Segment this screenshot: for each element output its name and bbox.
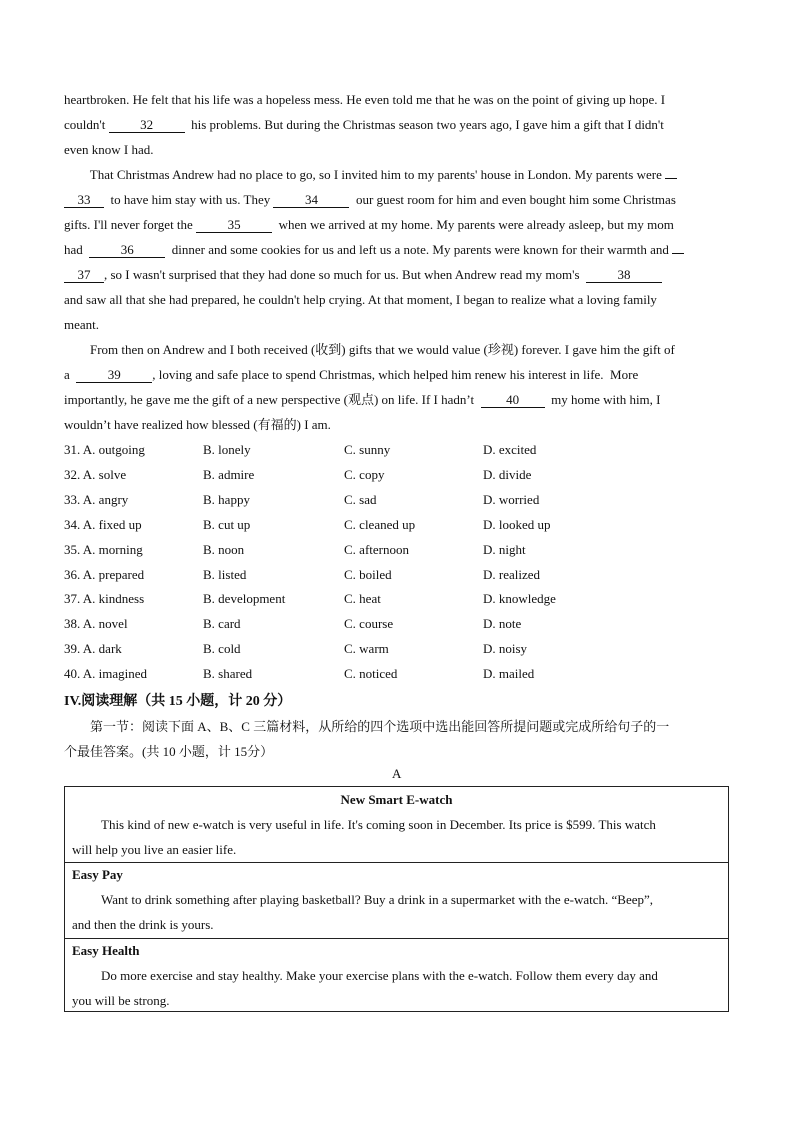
- passage-line: [64, 342, 675, 358]
- passage-line: [64, 217, 674, 233]
- passage-line: [64, 367, 638, 383]
- option-38-C: C. course: [344, 616, 394, 632]
- option-32-B: B. admire: [203, 466, 255, 482]
- passage-text: That Christmas Andrew had no place to go, so I invited him to my parents' house in London. My parents were: [64, 167, 666, 182]
- option-40-B: B. shared: [203, 666, 253, 682]
- passage-text: even know I had.: [64, 142, 154, 157]
- passage-text: my home with him, I: [544, 392, 661, 407]
- passage-line: [64, 117, 664, 133]
- option-32-D: D. divide: [483, 466, 532, 482]
- option-33-B: B. happy: [203, 491, 250, 507]
- blank-36: 36: [89, 243, 165, 258]
- easy-pay-row: [65, 862, 728, 938]
- easy-pay-line-1: Want to drink something after playing basketball? Buy a drink in a supermarket with the e-watch. “Beep”,: [101, 892, 654, 907]
- passage-text: to have him stay with us. They: [104, 192, 274, 207]
- option-34-A: 34. A. fixed up: [64, 516, 142, 532]
- passage-text: gifts. I'll never forget the: [64, 217, 197, 232]
- passage-text: when we arrived at my home. My parents were already asleep, but my mom: [272, 217, 674, 232]
- passage-text: his problems. But during the Christmas season two years ago, I gave him a gift that I didn't: [184, 117, 664, 132]
- option-31-C: C. sunny: [344, 442, 391, 457]
- passage-text: couldn't: [64, 117, 109, 132]
- option-35-B: B. noon: [203, 541, 245, 557]
- option-38-D: D. note: [483, 616, 522, 632]
- option-38-A: 38. A. novel: [64, 616, 128, 632]
- option-39-D: D. noisy: [483, 641, 528, 657]
- blank-continuation: [672, 253, 684, 254]
- option-31-D: D. excited: [483, 442, 537, 457]
- option-33-C: C. sad: [344, 491, 377, 507]
- option-36-D: D. realized: [483, 566, 541, 582]
- passage-line: [64, 142, 154, 158]
- instruction-line-2: 个最佳答案。(共 10 小题，计 15分）: [64, 744, 274, 759]
- blank-35: 35: [196, 218, 272, 233]
- blank-39: 39: [76, 368, 152, 383]
- option-37-D: D. knowledge: [483, 591, 556, 607]
- passage-line: [64, 242, 684, 258]
- passage-line: [64, 167, 677, 183]
- passage-line: [64, 267, 662, 283]
- passage-text: and saw all that she had prepared, he couldn't help crying. At that moment, I began to realize what a loving family: [64, 292, 657, 307]
- passage-line: [64, 92, 665, 108]
- intro-line-1: This kind of new e-watch is very useful in life. It's coming soon in December. Its price is $599. This watch: [101, 817, 656, 832]
- passage-text: , loving and safe place to spend Christmas, which helped him renew his interest in life. More: [152, 367, 639, 382]
- passage-text: From then on Andrew and I both received (收到) gifts that we would value (珍视) forever. I gave him the gift of: [64, 342, 675, 357]
- instruction-line-1: 第一节：阅读下面 A、B、C 三篇材料，从所给的四个选项中选出能回答所提问题或完成所给句子的一: [90, 719, 670, 734]
- easy-health-line-2: you will be strong.: [72, 993, 170, 1008]
- option-38-B: B. card: [203, 616, 241, 632]
- passage-line: [64, 292, 657, 308]
- option-39-C: C. warm: [344, 641, 389, 657]
- option-33-D: D. worried: [483, 491, 540, 507]
- blank-32: 32: [109, 118, 185, 133]
- option-34-D: D. looked up: [483, 516, 551, 532]
- easy-pay-line-2: and then the drink is yours.: [72, 917, 214, 932]
- passage-text: importantly, he gave me the gift of a new perspective (观点) on life. If I hadn’t: [64, 392, 481, 407]
- passage-text: dinner and some cookies for us and left us a note. My parents were known for their warmth and: [165, 242, 673, 257]
- blank-33: 33: [64, 193, 104, 208]
- option-34-C: C. cleaned up: [344, 516, 416, 532]
- option-35-A: 35. A. morning: [64, 541, 143, 557]
- intro-line-2: will help you live an easier life.: [72, 842, 237, 857]
- option-40-C: C. noticed: [344, 666, 398, 682]
- option-37-C: C. heat: [344, 591, 381, 607]
- option-36-A: 36. A. prepared: [64, 566, 145, 582]
- passage-text: heartbroken. He felt that his life was a hopeless mess. He even told me that he was on the point of giving up hope. I: [64, 92, 666, 107]
- option-37-A: 37. A. kindness: [64, 591, 145, 607]
- option-40-D: D. mailed: [483, 666, 535, 682]
- option-36-C: C. boiled: [344, 566, 392, 582]
- passage-text: had: [64, 242, 90, 257]
- blank-continuation: [665, 178, 677, 179]
- passage-line: [64, 417, 331, 433]
- option-36-B: B. listed: [203, 566, 247, 582]
- blank-40: 40: [481, 393, 545, 408]
- passage-text: wouldn’t have realized how blessed (有福的) I am.: [64, 417, 331, 432]
- easy-pay-heading: Easy Pay: [72, 867, 123, 882]
- option-39-A: 39. A. dark: [64, 641, 122, 657]
- passage-text: a: [64, 367, 77, 382]
- passage-text: our guest room for him and even bought him some Christmas: [349, 192, 676, 207]
- option-39-B: B. cold: [203, 641, 241, 657]
- passage-line: [64, 392, 661, 408]
- blank-37: 37: [64, 268, 104, 283]
- option-33-A: 33. A. angry: [64, 491, 129, 507]
- section-heading: IV.阅读理解（共 15 小题，计 20 分）: [64, 694, 292, 709]
- blank-34: 34: [273, 193, 349, 208]
- blank-38: 38: [586, 268, 662, 283]
- option-35-C: C. afternoon: [344, 541, 409, 557]
- passage-label: A: [392, 766, 402, 781]
- option-32-A: 32. A. solve: [64, 466, 127, 482]
- table-title: New Smart E-watch: [340, 792, 453, 807]
- easy-health-line-1: Do more exercise and stay healthy. Make your exercise plans with the e-watch. Follow them every day and: [101, 968, 658, 983]
- option-37-B: B. development: [203, 591, 286, 607]
- option-34-B: B. cut up: [203, 516, 251, 532]
- ewatch-table: [64, 786, 729, 1012]
- passage-text: , so I wasn't surprised that they had done so much for us. But when Andrew read my mom's: [104, 267, 586, 282]
- passage-line: [64, 317, 99, 333]
- passage-line: [64, 192, 676, 208]
- option-31-B: B. lonely: [203, 442, 251, 457]
- easy-health-heading: Easy Health: [72, 943, 140, 958]
- easy-health-row: [65, 938, 728, 1013]
- option-31-A: 31. A. outgoing: [64, 442, 145, 457]
- option-35-D: D. night: [483, 541, 526, 557]
- passage-text: meant.: [64, 317, 100, 332]
- option-40-A: 40. A. imagined: [64, 666, 148, 682]
- option-32-C: C. copy: [344, 466, 385, 482]
